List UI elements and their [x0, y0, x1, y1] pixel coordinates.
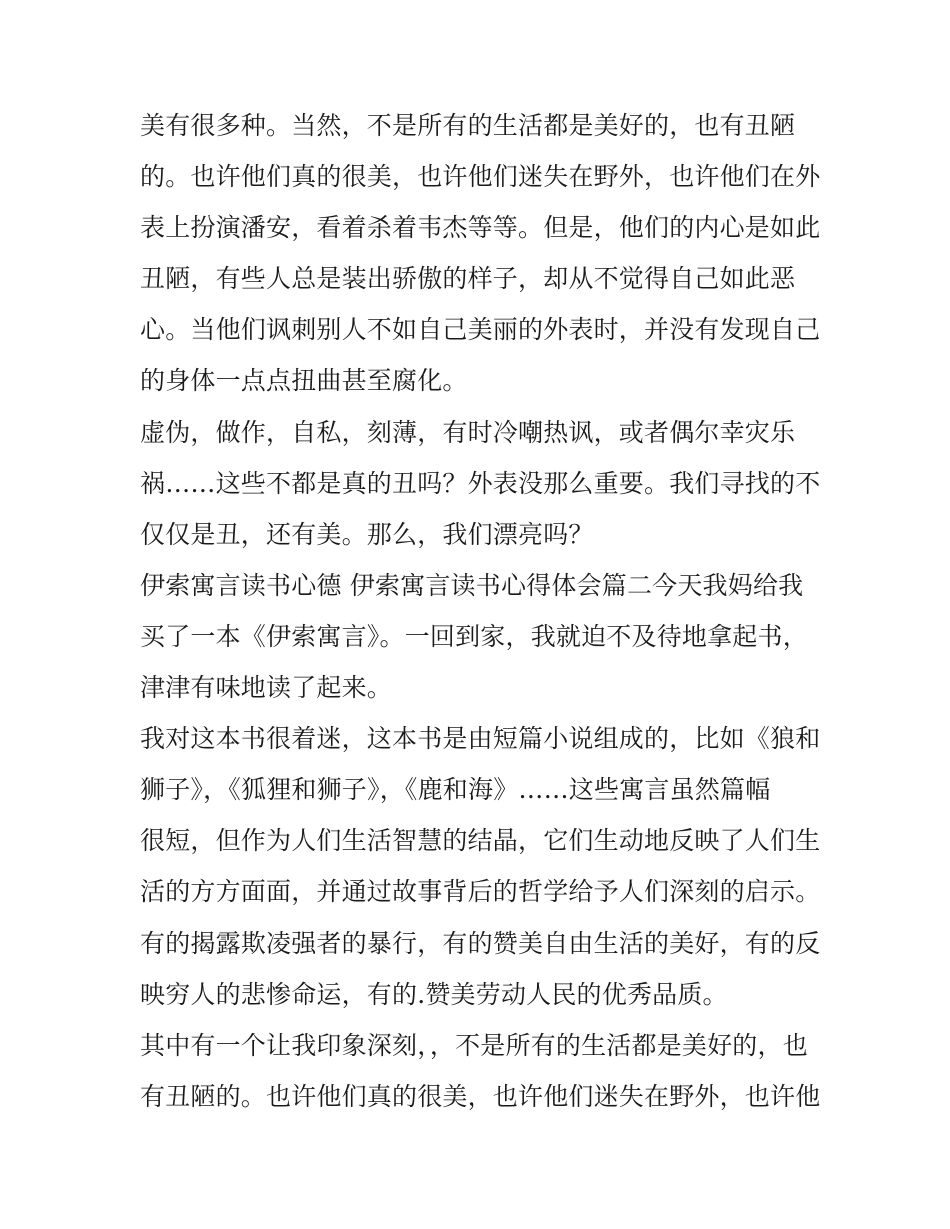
text-line: 狮子》，《狐狸和狮子》，《鹿和海》……这些寓言虽然篇幅 — [140, 775, 771, 805]
text-line: 的身体一点点扭曲甚至腐化。 — [140, 366, 468, 396]
text-line: 丑陋，有些人总是装出骄傲的样子，却从不觉得自己如此恶 — [140, 264, 796, 294]
text-line: 津津有味地读了起来。 — [140, 673, 393, 703]
text-line: 祸……这些不都是真的丑吗？外表没那么重要。我们寻找的不 — [140, 468, 821, 498]
text-line: 仅仅是丑，还有美。那么，我们漂亮吗？ — [140, 519, 594, 549]
text-line: 我对这本书很着迷，这本书是由短篇小说组成的，比如《狼和 — [140, 724, 821, 754]
text-line: 活的方方面面，并通过故事背后的哲学给予人们深刻的启示。 — [140, 877, 821, 907]
text-line: 的。也许他们真的很美，也许他们迷失在野外，也许他们在外 — [140, 162, 821, 192]
text-line: 很短，但作为人们生活智慧的结晶，它们生动地反映了人们生 — [140, 826, 821, 856]
text-line: 心。当他们讽刺别人不如自己美丽的外表时，并没有发现自己 — [140, 315, 821, 345]
body-text — [140, 100, 830, 1122]
text-line: 美有很多种。当然，不是所有的生活都是美好的，也有丑陋 — [140, 111, 796, 140]
text-line: 有丑陋的。也许他们真的很美，也许他们迷失在野外，也许他 — [140, 1081, 821, 1111]
text-line: 虚伪，做作，自私，刻薄，有时冷嘲热讽，或者偶尔幸灾乐 — [140, 417, 796, 447]
text-line: 买了一本《伊索寓言》。一回到家，我就迫不及待地拿起书， — [140, 621, 808, 651]
text-line: 伊索寓言读书心德 伊索寓言读书心得体会篇二今天我妈给我 — [140, 570, 804, 600]
text-line: 其中有一个让我印象深刻，，不是所有的生活都是美好的，也 — [140, 1030, 808, 1060]
text-line: 映穷人的悲惨命运，有的.赞美劳动人民的优秀品质。 — [140, 979, 728, 1009]
text-line: 表上扮演潘安，看着杀着韦杰等等。但是，他们的内心是如此 — [140, 213, 821, 243]
text-line: 有的揭露欺凌强者的暴行，有的赞美自由生活的美好，有的反 — [140, 928, 821, 958]
